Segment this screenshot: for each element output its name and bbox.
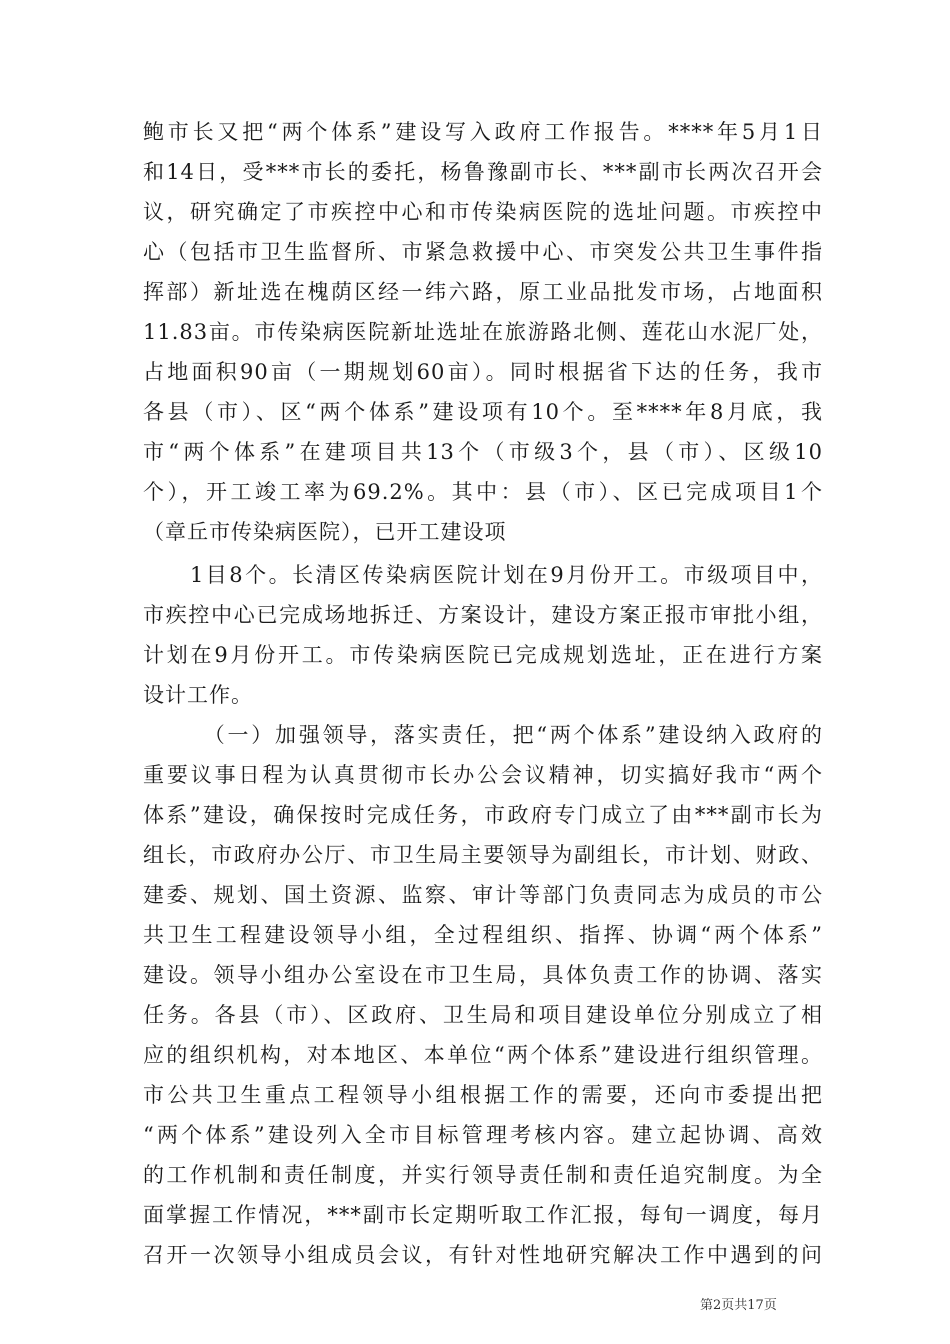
body-text-line: 面掌握工作情况，***副市长定期听取工作汇报，每旬一调度，每月 [143,1203,823,1227]
body-text-line: 各县（市）、区“两个体系”建设项有10个。至****年8月底，我 [143,400,823,424]
body-text-line: 应的组织机构，对本地区、本单位“两个体系”建设进行组织管理。 [143,1043,823,1067]
body-text-line: （章丘市传染病医院），已开工建设项 [143,520,507,544]
body-text-line: 的工作机制和责任制度，并实行领导责任制和责任追究制度。为全 [143,1163,823,1187]
body-text-line: 组长，市政府办公厅、市卫生局主要领导为副组长，市计划、财政、 [143,843,823,867]
body-text-line: 设计工作。 [143,683,253,707]
page-number-footer: 第2页共17页 [700,1298,777,1313]
section-heading-line: （一）加强领导，落实责任，把“两个体系”建设纳入政府的 [143,723,823,747]
body-text-line: 建委、规划、国土资源、监察、审计等部门负责同志为成员的市公 [143,883,823,907]
body-text-line: 市公共卫生重点工程领导小组根据工作的需要，还向市委提出把 [143,1083,823,1107]
body-text-line: 重要议事日程为认真贯彻市长办公会议精神，切实搞好我市“两个 [143,763,823,787]
body-text-line: 体系”建设，确保按时完成任务，市政府专门成立了由***副市长为 [143,803,823,827]
body-text-line: 建设。领导小组办公室设在市卫生局，具体负责工作的协调、落实 [143,963,823,987]
body-text-line: 心（包括市卫生监督所、市紧急救援中心、市突发公共卫生事件指 [143,240,823,264]
body-text-line: 共卫生工程建设领导小组，全过程组织、指挥、协调“两个体系” [143,923,823,947]
body-text-line: 鲍市长又把“两个体系”建设写入政府工作报告。****年5月1日 [143,120,823,144]
body-text-line: 1目8个。长清区传染病医院计划在9月份开工。市级项目中， [143,563,823,587]
body-text-line: 计划在9月份开工。市传染病医院已完成规划选址，正在进行方案 [143,643,823,667]
body-text-line: 和14日，受***市长的委托，杨鲁豫副市长、***副市长两次召开会 [143,160,823,184]
body-text-line: 挥部）新址选在槐荫区经一纬六路，原工业品批发市场，占地面积 [143,280,823,304]
body-text-line: 议，研究确定了市疾控中心和市传染病医院的选址问题。市疾控中 [143,200,823,224]
body-text-line: 任务。各县（市）、区政府、卫生局和项目建设单位分别成立了相 [143,1003,823,1027]
body-text-line: 召开一次领导小组成员会议，有针对性地研究解决工作中遇到的问 [143,1243,823,1267]
body-text-line: 个），开工竣工率为69.2%。其中：县（市）、区已完成项目1个 [143,480,823,504]
body-text-line: 市疾控中心已完成场地拆迁、方案设计，建设方案正报市审批小组， [143,603,823,627]
body-text-line: “两个体系”建设列入全市目标管理考核内容。建立起协调、高效 [143,1123,823,1147]
body-text-line: 占地面积90亩（一期规划60亩）。同时根据省下达的任务，我市 [143,360,823,384]
body-text-line: 市“两个体系”在建项目共13个（市级3个，县（市）、区级10 [143,440,823,464]
body-text-line: 11.83亩。市传染病医院新址选址在旅游路北侧、莲花山水泥厂处， [143,320,823,344]
